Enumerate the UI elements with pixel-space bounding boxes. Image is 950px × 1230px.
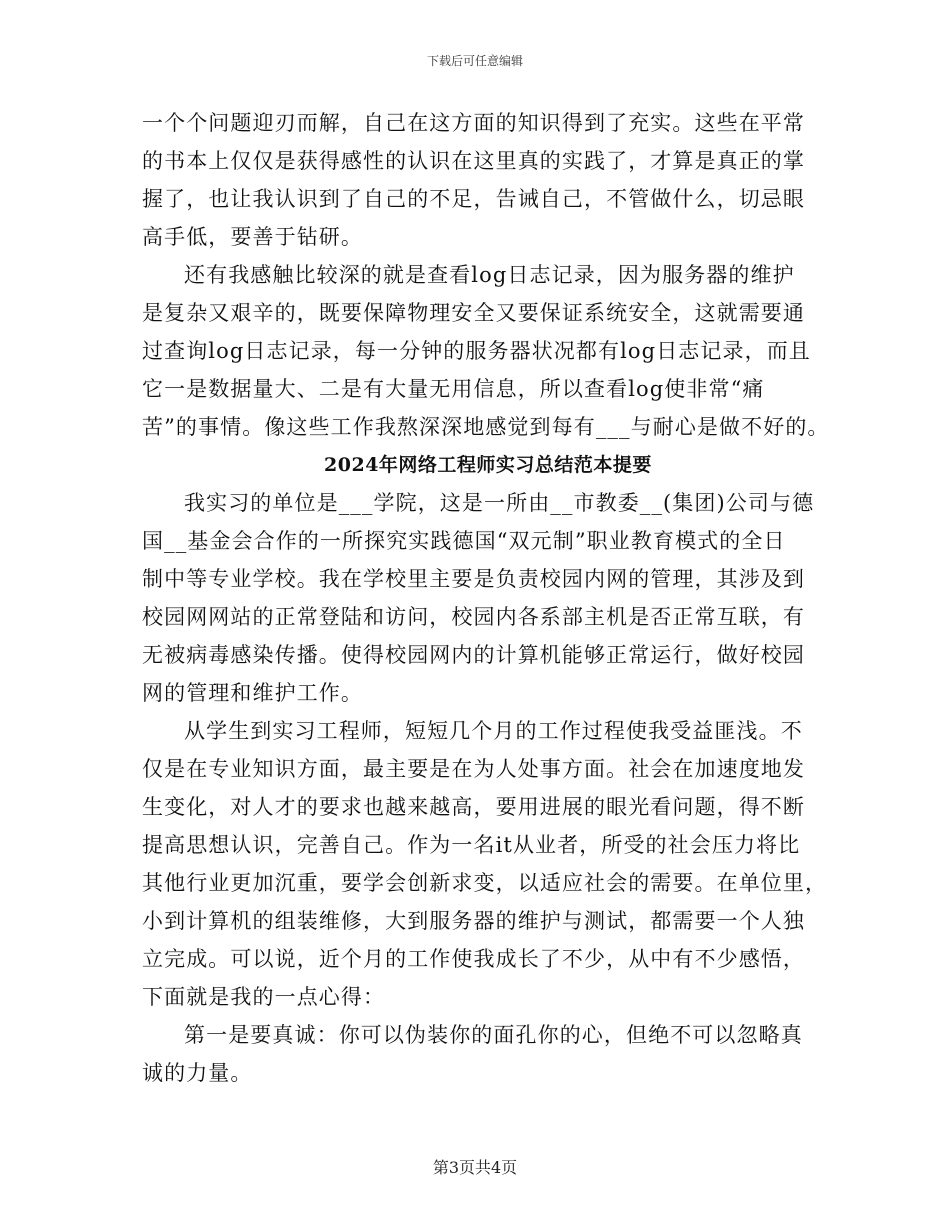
intro-paragraphs xyxy=(142,104,830,446)
text-line: 一个个问题迎刃而解，自己在这方面的知识得到了充实。这些在平常 xyxy=(142,111,805,135)
text-line: 小到计算机的组装维修，大到服务器的维护与测试，都需要一个人独 xyxy=(142,909,805,933)
paragraph xyxy=(142,256,830,446)
paragraph xyxy=(142,484,822,712)
text-line: 我实习的单位是___学院，这是一所由__市教委__(集团)公司与德 xyxy=(184,491,815,515)
text-line: 仅是在专业知识方面，最主要是在为人处事方面。社会在加速度地发 xyxy=(142,757,805,781)
text-line: 生变化，对人才的要求也越来越高，要用进展的眼光看问题，得不断 xyxy=(142,795,805,819)
section-paragraphs xyxy=(142,484,828,1092)
text-line: 诚的力量。 xyxy=(142,1061,253,1085)
text-line: 无被病毒感染传播。使得校园网内的计算机能够正常运行，做好校园 xyxy=(142,643,805,667)
page-header: 下载后可任意编辑 xyxy=(426,54,523,68)
text-line: 是复杂又艰辛的，既要保障物理安全又要保证系统安全，这就需要通 xyxy=(142,301,805,325)
text-line: 下面就是我的一点心得： xyxy=(142,985,386,1009)
section-title: 2024年网络工程师实习总结范本提要 xyxy=(324,454,652,476)
text-line: 国__基金会合作的一所探究实践德国“双元制”职业教育模式的全日 xyxy=(142,529,786,553)
page-footer: 第3页共4页 xyxy=(432,1158,518,1177)
text-line: 握了，也让我认识到了自己的不足，告诫自己，不管做什么，切忌眼 xyxy=(142,187,805,211)
text-line: 提高思想认识，完善自己。作为一名it从业者，所受的社会压力将比 xyxy=(142,833,801,857)
document-body xyxy=(142,104,830,1092)
paragraph xyxy=(142,1016,822,1092)
text-line: 还有我感触比较深的就是查看log日志记录，因为服务器的维护 xyxy=(184,263,795,287)
paragraph xyxy=(142,104,822,256)
text-line: 高手低，要善于钻研。 xyxy=(142,225,363,249)
text-line: 其他行业更加沉重，要学会创新求变，以适应社会的需要。在单位里， xyxy=(142,871,828,895)
text-line: 苦”的事情。像这些工作我熬深深地感觉到每有___与耐心是做不好的。 xyxy=(142,415,830,439)
text-line: 过查询log日志记录，每一分钟的服务器状况都有log日志记录，而且 xyxy=(142,339,811,363)
text-line: 制中等专业学校。我在学校里主要是负责校园内网的管理，其涉及到 xyxy=(142,567,805,591)
text-line: 第一是要真诚：你可以伪装你的面孔你的心，但绝不可以忽略真 xyxy=(184,1023,803,1047)
text-line: 它一是数据量大、二是有大量无用信息，所以查看log使非常“痛 xyxy=(142,377,765,401)
text-line: 的书本上仅仅是获得感性的认识在这里真的实践了，才算是真正的掌 xyxy=(142,149,805,173)
text-line: 网的管理和维护工作。 xyxy=(142,681,363,705)
text-line: 立完成。可以说，近个月的工作使我成长了不少，从中有不少感悟， xyxy=(142,947,805,971)
text-line: 从学生到实习工程师，短短几个月的工作过程使我受益匪浅。不 xyxy=(184,719,803,743)
text-line: 校园网网站的正常登陆和访问，校园内各系部主机是否正常互联，有 xyxy=(142,605,805,629)
paragraph xyxy=(142,712,828,1016)
